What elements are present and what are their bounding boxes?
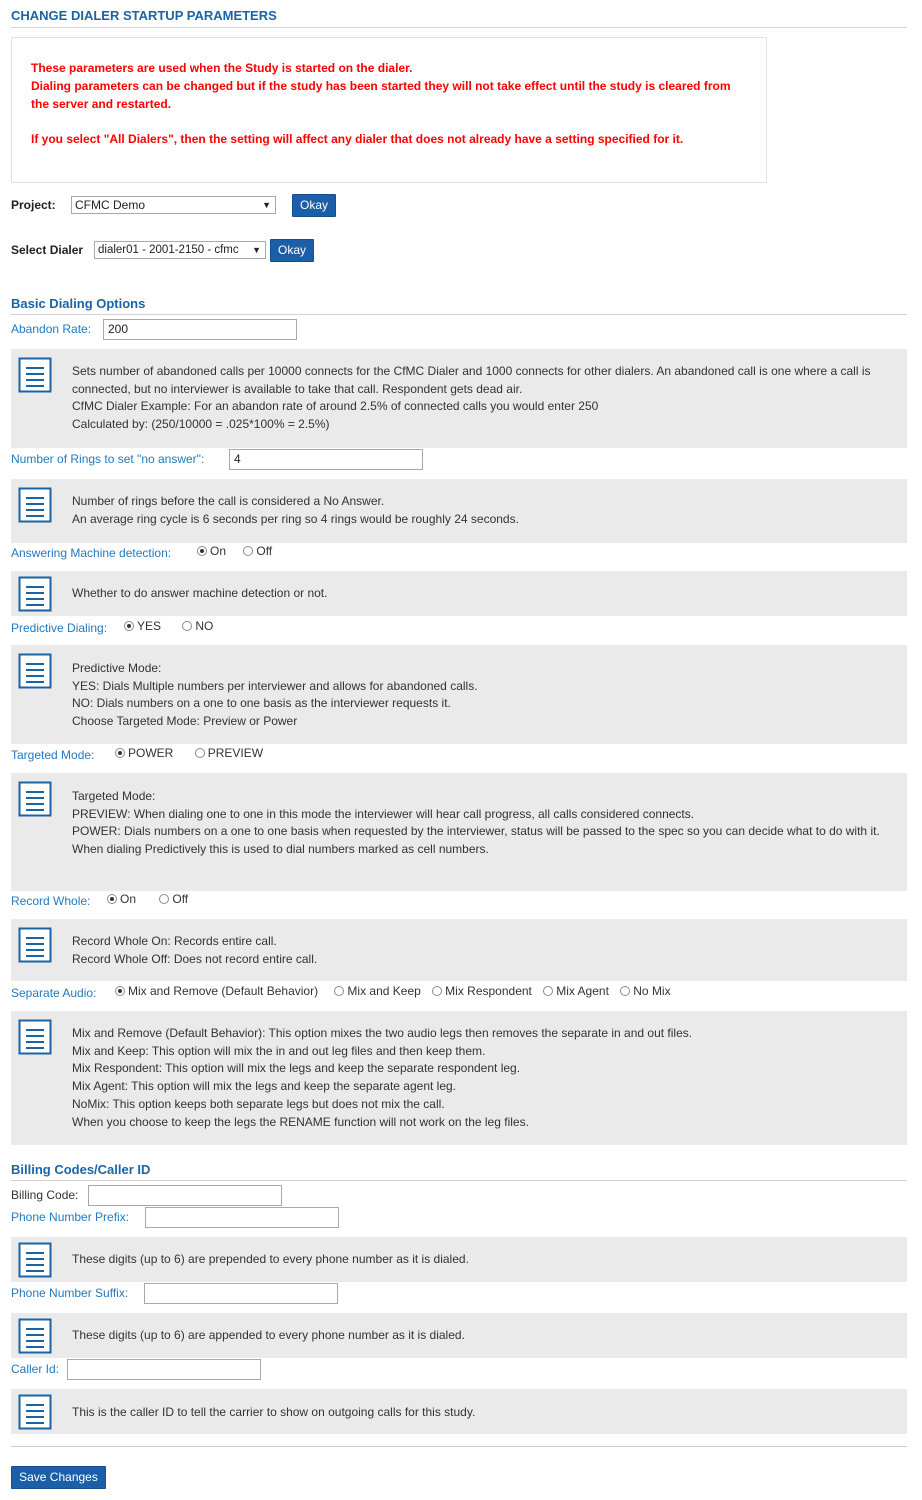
document-icon — [18, 653, 52, 689]
radio-dot — [107, 894, 117, 904]
radio-dot — [124, 621, 134, 631]
prefix-input[interactable] — [145, 1207, 339, 1228]
billing-code-label: Billing Code: — [11, 1188, 79, 1202]
radio-label: YES — [137, 619, 162, 633]
chevron-down-icon: ▼ — [252, 245, 261, 255]
amd-label: Answering Machine detection: — [11, 546, 172, 560]
help-text: These digits (up to 6) are prepended to every phone number as it is dialed. — [72, 1252, 469, 1266]
help-text: NO: Dials numbers on a one to one basis as the interviewer requests it. — [72, 696, 451, 711]
help-text: Mix Agent: This option will mix the legs and keep the separate agent leg. — [72, 1079, 457, 1094]
help-text: When dialing Predictively this is used to dial numbers marked as cell numbers. — [72, 842, 489, 857]
separate-audio-radio-mix-keep[interactable] — [334, 984, 420, 998]
footer-divider — [11, 1446, 907, 1447]
section-divider — [11, 1180, 907, 1181]
help-amd — [11, 571, 907, 616]
predictive-radio-group — [124, 619, 227, 633]
section-divider — [11, 314, 907, 315]
dialer-select[interactable] — [94, 241, 266, 259]
help-text: An average ring cycle is 6 seconds per ring so 4 rings would be roughly 24 seconds. — [72, 511, 519, 526]
document-icon — [18, 1394, 52, 1430]
help-text: Calculated by: (250/10000 = .025*100% = 2.5%) — [72, 417, 330, 432]
radio-dot — [115, 986, 125, 996]
project-select[interactable] — [71, 196, 276, 214]
predictive-radio-no[interactable] — [182, 619, 213, 633]
prefix-label: Phone Number Prefix: — [11, 1210, 130, 1224]
amd-radio-on[interactable] — [197, 544, 226, 558]
help-text: Sets number of abandoned calls per 10000 connects for the CfMC Dialer and 1000 connects for other dialers. An abandoned call is one where a call is connected, but no interviewer is available to take that call. Respondent gets dead air. — [72, 364, 871, 396]
save-changes-button[interactable]: Save Changes — [11, 1466, 106, 1489]
document-icon — [18, 1318, 52, 1354]
targeted-label: Targeted Mode: — [11, 748, 95, 762]
document-icon — [18, 781, 52, 817]
separate-audio-radio-no-mix[interactable] — [620, 984, 670, 998]
document-icon — [18, 927, 52, 963]
help-text: Whether to do answer machine detection or not. — [72, 586, 328, 600]
help-text: NoMix: This option keeps both separate legs but does not mix the call. — [72, 1096, 445, 1111]
separate-audio-radio-mix-respondent[interactable] — [432, 984, 532, 998]
help-text: Record Whole Off: Does not record entire call. — [72, 951, 318, 966]
radio-dot — [195, 748, 205, 758]
radio-dot — [334, 986, 344, 996]
document-icon — [18, 487, 52, 523]
dialer-select-value: dialer01 - 2001-2150 - cfmc — [98, 244, 239, 256]
radio-dot — [159, 894, 169, 904]
document-icon — [18, 576, 52, 612]
radio-label: On — [210, 544, 227, 558]
radio-label: Mix Agent — [556, 984, 609, 998]
separate-audio-radio-mix-remove[interactable] — [115, 984, 318, 998]
radio-label: NO — [195, 619, 214, 633]
help-text: PREVIEW: When dialing one to one in this mode the interviewer will hear call progress, all calls considered connects. — [72, 806, 695, 821]
rings-input[interactable]: 4 — [229, 449, 423, 470]
help-text: Number of rings before the call is considered a No Answer. — [72, 494, 385, 508]
caller-id-input[interactable] — [67, 1359, 261, 1380]
suffix-input[interactable] — [144, 1283, 338, 1304]
targeted-radio-preview[interactable] — [195, 746, 263, 760]
project-okay-button[interactable]: Okay — [292, 194, 336, 217]
targeted-radio-group — [115, 746, 277, 760]
help-predictive — [11, 645, 907, 744]
predictive-radio-yes[interactable] — [124, 619, 161, 633]
document-icon — [18, 1019, 52, 1055]
help-suffix — [11, 1313, 907, 1358]
help-text: This is the caller ID to tell the carrier to show on outgoing calls for this study. — [72, 1405, 476, 1419]
warning-box — [11, 37, 767, 183]
radio-dot — [620, 986, 630, 996]
record-whole-radio-off[interactable] — [159, 892, 188, 906]
dialer-label: Select Dialer — [11, 243, 84, 257]
amd-radio-group — [197, 544, 286, 558]
rings-label: Number of Rings to set "no answer": — [11, 452, 205, 466]
radio-dot — [197, 546, 207, 556]
dialer-okay-button[interactable]: Okay — [270, 239, 314, 262]
amd-radio-off[interactable] — [243, 544, 272, 558]
radio-label: Off — [256, 544, 273, 558]
record-whole-radio-group — [107, 892, 202, 906]
project-select-value: CFMC Demo — [75, 198, 146, 212]
radio-label: Mix Respondent — [445, 984, 532, 998]
radio-dot — [115, 748, 125, 758]
help-record-whole — [11, 919, 907, 981]
caller-id-label: Caller Id: — [11, 1362, 60, 1376]
help-rings — [11, 479, 907, 543]
abandon-rate-label: Abandon Rate: — [11, 322, 92, 336]
radio-label: Off — [172, 892, 189, 906]
help-text: Mix Respondent: This option will mix the legs and keep the separate respondent leg. — [72, 1061, 521, 1076]
predictive-label: Predictive Dialing: — [11, 621, 108, 635]
warning-line: Dialing parameters can be changed but if the study has been started they will not take effect until the study is cleared from the server and restarted. — [31, 79, 731, 111]
help-separate-audio — [11, 1011, 907, 1145]
radio-dot — [543, 986, 553, 996]
radio-dot — [182, 621, 192, 631]
help-text: Record Whole On: Records entire call. — [72, 934, 277, 948]
help-text: Mix and Keep: This option will mix the in and out leg files and then keep them. — [72, 1043, 486, 1058]
radio-label: Mix and Keep — [347, 984, 421, 998]
document-icon — [18, 1242, 52, 1278]
radio-label: PREVIEW — [207, 746, 264, 760]
project-label: Project: — [11, 198, 56, 212]
billing-code-input[interactable] — [88, 1185, 282, 1206]
help-abandon — [11, 349, 907, 448]
help-text: When you choose to keep the legs the RENAME function will not work on the leg files. — [72, 1114, 529, 1129]
separate-audio-radio-mix-agent[interactable] — [543, 984, 609, 998]
help-targeted — [11, 773, 907, 891]
help-text: CfMC Dialer Example: For an abandon rate of around 2.5% of connected calls you would enter 250 — [72, 399, 599, 414]
section-heading-basic: Basic Dialing Options — [11, 296, 146, 311]
radio-label: No Mix — [633, 984, 671, 998]
suffix-label: Phone Number Suffix: — [11, 1286, 129, 1300]
warning-line: These parameters are used when the Study is started on the dialer. — [31, 61, 413, 75]
help-text: Choose Targeted Mode: Preview or Power — [72, 714, 298, 729]
warning-line: If you select "All Dialers", then the setting will affect any dialer that does not already have a setting specified for it. — [31, 132, 684, 146]
page-title: CHANGE DIALER STARTUP PARAMETERS — [11, 8, 277, 23]
radio-label: On — [120, 892, 137, 906]
help-prefix — [11, 1237, 907, 1282]
targeted-radio-power[interactable] — [115, 746, 173, 760]
radio-dot — [243, 546, 253, 556]
chevron-down-icon: ▼ — [262, 200, 271, 210]
radio-label: POWER — [128, 746, 174, 760]
separate-audio-radio-group — [115, 984, 685, 998]
title-divider — [11, 27, 907, 28]
section-heading-billing: Billing Codes/Caller ID — [11, 1162, 151, 1177]
radio-dot — [432, 986, 442, 996]
record-whole-label: Record Whole: — [11, 894, 91, 908]
help-text: YES: Dials Multiple numbers per interviewer and allows for abandoned calls. — [72, 678, 478, 693]
abandon-rate-input[interactable]: 200 — [103, 319, 297, 340]
help-text: These digits (up to 6) are appended to every phone number as it is dialed. — [72, 1328, 465, 1342]
help-text: POWER: Dials numbers on a one to one basis when requested by the interviewer, status will be passed to the spec so you can decide what to do with it. — [72, 824, 880, 839]
help-caller-id — [11, 1389, 907, 1434]
document-icon — [18, 357, 52, 393]
help-text: Targeted Mode: — [72, 789, 156, 803]
separate-audio-label: Separate Audio: — [11, 986, 97, 1000]
help-text: Predictive Mode: — [72, 661, 162, 675]
record-whole-radio-on[interactable] — [107, 892, 136, 906]
radio-label: Mix and Remove (Default Behavior) — [128, 984, 319, 998]
help-text: Mix and Remove (Default Behavior): This option mixes the two audio legs then removes the separate in and out files. — [72, 1026, 693, 1040]
